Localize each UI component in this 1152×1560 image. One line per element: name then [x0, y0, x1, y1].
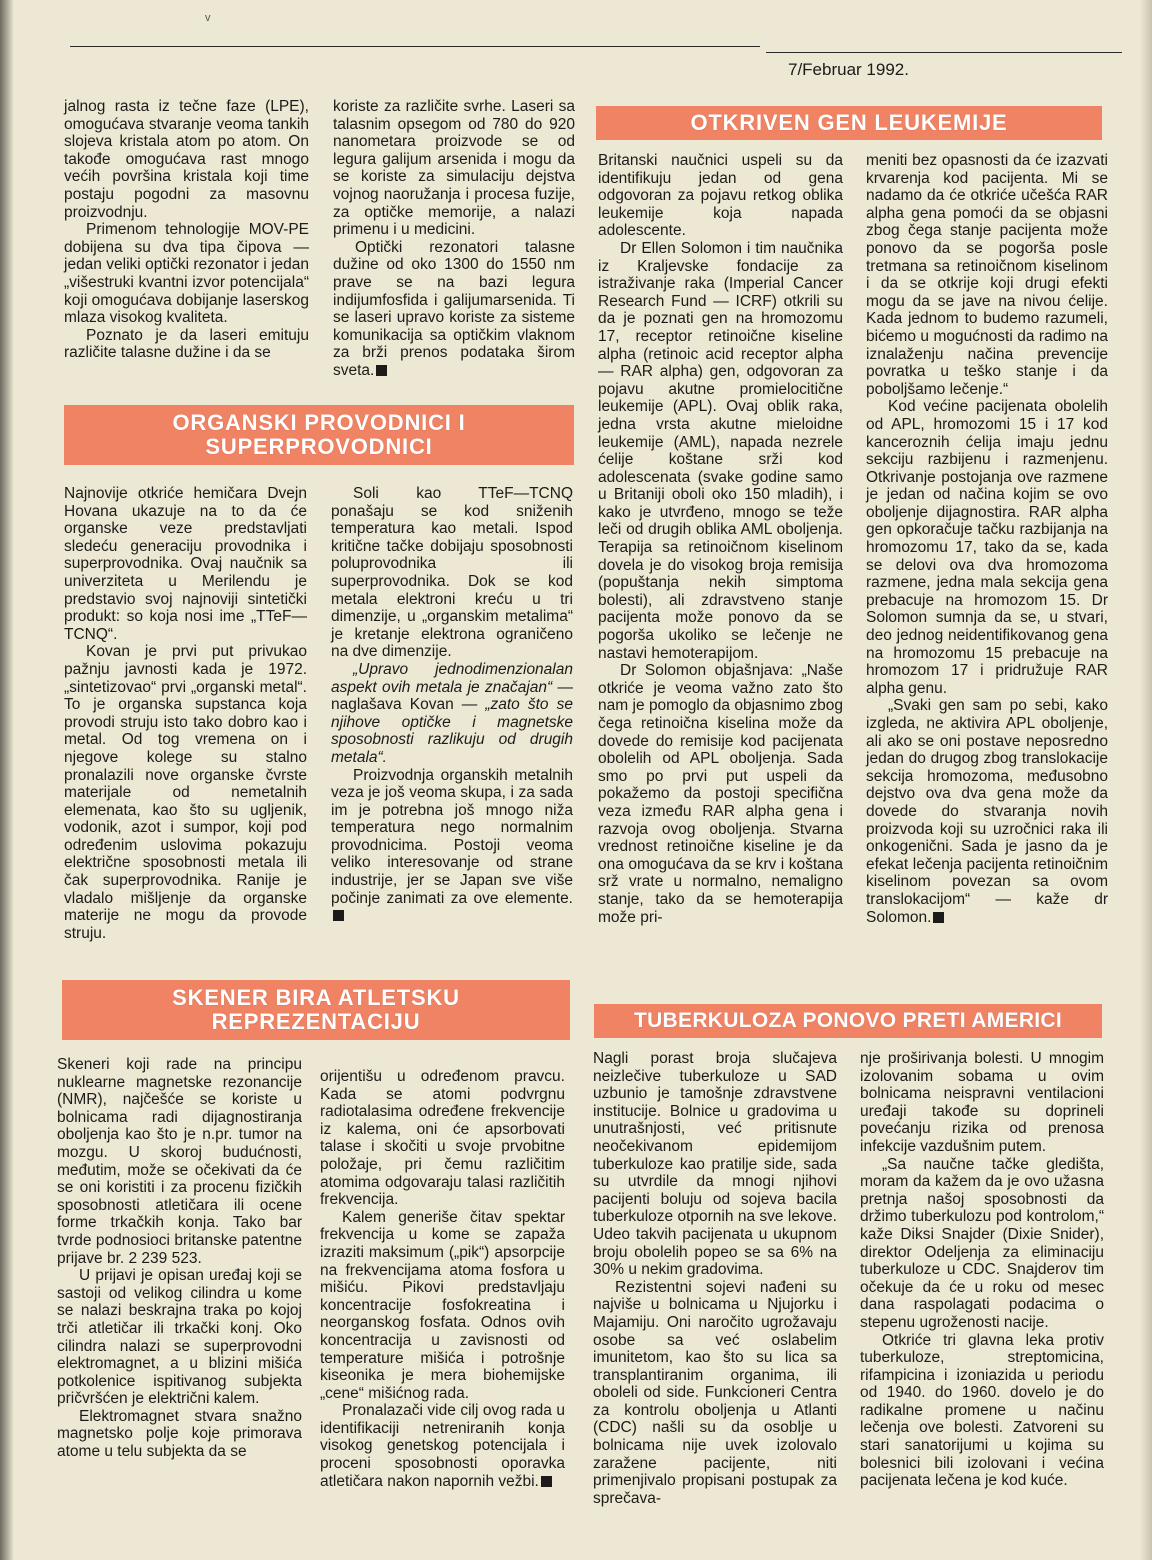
- tuberculosis-column-2: [860, 1050, 1104, 1490]
- lasers-column-1: [64, 98, 309, 362]
- headline-leukemia: [596, 106, 1102, 140]
- attribution: — naglašava Kovan —: [331, 678, 573, 714]
- headline-scanner: [62, 980, 570, 1040]
- scanner-column-2: [320, 1068, 565, 1490]
- headline-line: TUBERKULOZA PONOVO PRETI AMERICI: [633, 1009, 1063, 1032]
- paragraph: meniti bez opasnosti da će izazvati krvarenja kod pacijenta. Mi se nadamo da će otkriće učešća RAR alpha gena pomoći da se objasni zbog čega stanje pacijenta može ponovo da se pogorša posle tretmana sa retinoičnom kiselinom i da se otkrije koji drugi efekti mogu da se jave na nivou ćelije. Kada jednom to budemo razumeli, bićemo u mogućnosti da radimo na iznalaženju načina prevencije povratka u teško stanje i da poboljšamo lečenje.“: [866, 152, 1108, 398]
- end-mark-icon: [333, 910, 344, 921]
- quote: „Upravo jednodimenzionalan aspekt ovih metala je značajan“: [331, 660, 573, 696]
- paragraph: Primenom tehnologije MOV-PE dobijena su dva tipa čipova — jedan veliki optički rezonator i jedan „višestruki kvantni izvor potencijala“ koji omogućava dobijanje laserskog mlaza visokog kvaliteta.: [64, 221, 309, 327]
- headline-line: REPREZENTACIJU: [211, 1009, 421, 1034]
- paragraph: nje proširivanja bolesti. U mnogim izolovanim sobama u ovim bolnicama neispravni ventilacioni uređaji takođe su doprineli povećanju rizika od prenosa infekcije vazdušnim putem.: [860, 1050, 1104, 1155]
- paragraph: Pronalazači vide cilj ovog rada u identifikaciji netreniranih konja visokog genetskog potencijala i proceni sposobnosti oporavka atletičara nakon napornih vežbi.: [320, 1402, 565, 1490]
- paragraph: Poznato je da laseri emituju različite talasne dužine i da se: [64, 326, 309, 362]
- paragraph: Otkriće tri glavna leka protiv tuberkuloze, streptomicina, rifampicina i izoniazida u periodu od 1940. do 1960. dovelo je do radikalne promene u načinu lečenja ove bolesti. Zatvoreni su stari sanatorijumi u kojima su bolesnici bili izolovani i većina pacijenata lečena je kod kuće.: [860, 1331, 1104, 1490]
- page-binding-shadow: [0, 0, 14, 1560]
- paragraph: jalnog rasta iz tečne faze (LPE), omogućava stvaranje veoma tankih slojeva kristala atom po atom. On takođe omogućava rast mnogo većih površina kristala koji time postaju pogodni za masovnu proizvodnju.: [64, 98, 309, 221]
- page-edge-shadow: [1140, 0, 1152, 1560]
- paragraph: Elektromagnet stvara snažno magnetsko polje koje primorava atome u telu subjekta da se: [57, 1407, 302, 1461]
- paragraph: Rezistentni sojevi nađeni su najviše u bolnicama u Njujorku i Majamiju. Oni naročito ugrožavaju osobe sa već oslabelim imunitetom, kao što su lica sa transplantiranim organima, ili oboleli od side. Funkcioneri Centra za kontrolu oboljenja u Atlanti (CDC) našli su da osoblje u bolnicama nije uvek izolovalo zaražene pacijente, niti primenjivalo propisani postupak za sprečava-: [593, 1278, 837, 1507]
- headline-line: SUPERPROVODNICI: [205, 434, 433, 459]
- paragraph: Kovan je prvi put privukao pažnju javnosti kada je 1972. „sintetizovao“ prvi „organski metal“. To je organska supstanca koja provodi struju isto tako dobro kao i metal. Od tog vremena on i njegove kolege su stalno pronalazili nove organske čvrste materijale od nemetalnih elemenata, kao što su ugljenik, vodonik, azot i sumpor, koji pod određenim uslovima pokazuju električne sposobnosti metala ili čak superprovodnika. Ranije je vladalo mišljenje da organske materije ne mogu da provode struju.: [64, 643, 307, 942]
- leukemia-column-1: [598, 152, 843, 926]
- organic-column-2: [331, 485, 573, 925]
- headline-line: OTKRIVEN GEN LEUKEMIJE: [690, 110, 1008, 135]
- paragraph: „Sa naučne tačke gledišta, moram da kažem da je ovo užasna pretnja našoj sposobnosti da držimo tuberkulozu pod kontrolom,“ kaže Diksi Snajder (Dixie Snider), direktor Odeljenja za eliminaciju tuberkuloze u CDC. Snajderov tim očekuje da će u roku od mesec dana raspolagati podacima o stepenu ugroženosti nacije.: [860, 1155, 1104, 1331]
- paragraph: Soli kao TTeF—TCNQ ponašaju se kod sniženih temperatura kao metali. Ispod kritične tačke dobijaju sposobnosti poluprovodnika ili superprovodnika. Dok se kod metala elektroni kreću u tri dimenzije, u „organskim metalima“ je kretanje elektrona ograničeno na dve dimenzije.: [331, 485, 573, 661]
- paragraph: Najnovije otkriće hemičara Dvejn Hovana ukazuje na to da će organske veze predstavljati sledeću generaciju provodnika i superprovodnika. Ovaj naučnik sa univerziteta u Merilendu je predstavio svoj najnoviji sintetički produkt: so koja nosi ime „TTeF—TCNQ“.: [64, 485, 307, 643]
- headline-tuberculosis: [594, 1004, 1102, 1038]
- headline-line: SKENER BIRA ATLETSKU: [172, 985, 460, 1010]
- headline-line: ORGANSKI PROVODNICI I: [172, 410, 466, 435]
- end-mark-icon: [541, 1476, 552, 1487]
- lasers-column-2: [333, 98, 575, 380]
- top-mark: v: [205, 12, 211, 24]
- header-rule-left: [70, 46, 760, 47]
- scanner-column-1: [57, 1056, 302, 1461]
- headline-organic: [64, 405, 574, 465]
- tuberculosis-column-1: [593, 1050, 837, 1507]
- paragraph: Kod većine pacijenata obolelih od APL, hromozomi 15 i 17 kod kanceroznih ćelija imaju jednu sekciju razbijenu i razmenjenu. Otkrivanje postojanja ove razmene je jedan od načina kojim se ovo oboljenje dijagnostira. RAR alpha gen opkoračuje tačku razbijanja na hromozomu 17, tako da se, kada se delovi ova dva hromozoma razmene, jedna mala sekcija gena prebacuje na hromozom 15. Dr Solomon sumnja da se, u stvari, deo jednog neidentifikovanog gena na hromozomu 15 prebacuje na hromozom 17 i pridružuje RAR alpha genu.: [866, 398, 1108, 697]
- paragraph: Kalem generiše čitav spektar frekvencija u kome se zapaža izraziti maksimum („pik“) apsorpcije na frekvencijama atoma fosfora u mišiću. Pikovi predstavljaju koncentracije fosfokreatina i neorganskog fosfata. Odnos ovih koncentracija u zavisnosti od temperature mišića i potrošnje kiseonika je mera biohemijske „cene“ mišićnog rada.: [320, 1208, 565, 1402]
- paragraph: Dr Solomon objašnjava: „Naše otkriće je veoma važno zato što nam je pomoglo da objasnimo zbog čega retinoična kiselina može da dovede do remisije kod pacijenata obolelih od APL oboljenja. Sada smo po prvi put uspeli da pokažemo da postoji specifična veza između RAR alpha gena i razvoja ovog oboljenja. Stvarna vrednost retinoične kiseline je da ona omogućava da se krv i koštana srž vrate u normalno, nemaligno stanje, tako da se hemoterapija može pri-: [598, 662, 843, 926]
- paragraph: Dr Ellen Solomon i tim naučnika iz Kraljevske fondacije za istraživanje raka (Imperial Cancer Research Fund — ICRF) otkrili su da je poznati gen na hromozomu 17, receptor retinoične kiseline alpha (retinoic acid receptor alpha — RAR alpha) gen, odgovoran za pojavu akutne promielocitične leukemije (APL). Ovaj oblik raka, jedna vrsta akutne mieloidne leukemije (AML), napada nezrele ćelije koštane srži kod adolescenata (svake godine samo u Britaniji oboli oko 150 mladih), i kako je utvrđeno, mnogo se teže leči od drugih oblika AML oboljenja. Terapija sa retinoičnom kiselinom dovela je do visokog broja remisija (popuštanja nekih simptoma bolesti), ali zdravstveno stanje pacijenta može ponovo da se pogorša ukoliko se lečenje ne nastavi hemoterapijom.: [598, 239, 843, 662]
- page-date: 7/Februar 1992.: [788, 60, 909, 79]
- end-mark-icon: [376, 365, 387, 376]
- leukemia-column-2: [866, 152, 1108, 926]
- header-rule-right: [766, 52, 1122, 53]
- paragraph: koriste za različite svrhe. Laseri sa talasnim opsegom od 780 do 920 nanometara proizvode se od legura galijum arsenida i mogu da se koriste za simulaciju dejstva vojnog naoružanja i procesa fuzije, za optičke memorije, a nalazi primenu i u medicini.: [333, 98, 575, 239]
- paragraph: Optički rezonatori talasne dužine od oko 1300 do 1550 nm prave se na bazi legura indijumfosfida i galijumarsenida. Ti se laseri upravo koriste za sisteme komunikacija sa optičkim vlaknom za brži prenos podataka širom sveta.: [333, 238, 575, 379]
- paragraph: „Svaki gen sam po sebi, kako izgleda, ne aktivira APL oboljenje, ali ako se oni postave neposredno jedan do drugog zbog translokacije sekcija hromozoma, međusobno dejstvo ova dva gena može da dovede do stvaranja novih proizvoda koji su uzročnici raka ili onkogenični. Sada je jasno da je efekat lečenja pacijenta retinoičnim kiselinom povezan sa ovom translokacijom“ — kaže dr Solomon.: [866, 697, 1108, 926]
- organic-column-1: [64, 485, 307, 942]
- quote: „zato što se njihove optičke i magnetske sposobnosti razlikuju od drugih metala“.: [331, 696, 573, 766]
- paragraph: Proizvodnja organskih metalnih veza je još veoma skupa, i za sada im je potrebna još mnogo niža temperatura nego normalnim provodnicima. Postoji veoma veliko interesovanje od strane industrije, jer se Japan sve više počinje zanimati za ove elemente.: [331, 766, 573, 907]
- paragraph: orijentišu u određenom pravcu. Kada se atomi podvrgnu radiotalasima određene frekvencije iz kalema, oni će apsorbovati talase i skočiti u svoje prvobitne položaje, pri čemu različitim atomima odgovaraju talasi različitih frekvencija.: [320, 1068, 565, 1209]
- paragraph: Skeneri koji rade na principu nuklearne magnetske rezonancije (NMR), najčešće se koriste u bolnicama radi dijagnostiranja oboljenja kao što je n.pr. tumor na mozgu. U skoroj budućnosti, međutim, može se očekivati da će se oni koristiti i za procenu fizičkih sposobnosti atletičara ili ocene forme trkačkih konja. Tako bar tvrde podnosioci britanske patentne prijave br. 2 239 523.: [57, 1056, 302, 1267]
- paragraph: Nagli porast broja slučajeva neizlečive tuberkuloze u SAD uzbunio je tamošnje zdravstvene institucije. Bolnice u gradovima u unutrašnjosti, već pritisnute neočekivanom epidemijom tuberkuloze kao pratilje side, sada su utvrdile da mnogi njihovi pacijenti boluju od sojeva bacila tuberkuloze otpornih na sve lekove. Udeo takvih pacijenata u ukupnom broju obolelih popeo se sa 6% na 30% u nekim gradovima.: [593, 1050, 837, 1279]
- paragraph: Britanski naučnici uspeli su da identifikuju jedan od gena odgovoran za pojavu retkog oblika leukemije koja napada adolescente.: [598, 152, 843, 240]
- end-mark-icon: [933, 912, 944, 923]
- paragraph: U prijavi je opisan uređaj koji se sastoji od velikog cilindra u kome se nalazi beskrajna traka po kojoj trči atletičar ili trkački konj. Oko cilindra nalazi se superprovodni elektromagnet, a u blizini mišića potkolenice ispitivanog subjekta pričvršćen je električni kalem.: [57, 1267, 302, 1408]
